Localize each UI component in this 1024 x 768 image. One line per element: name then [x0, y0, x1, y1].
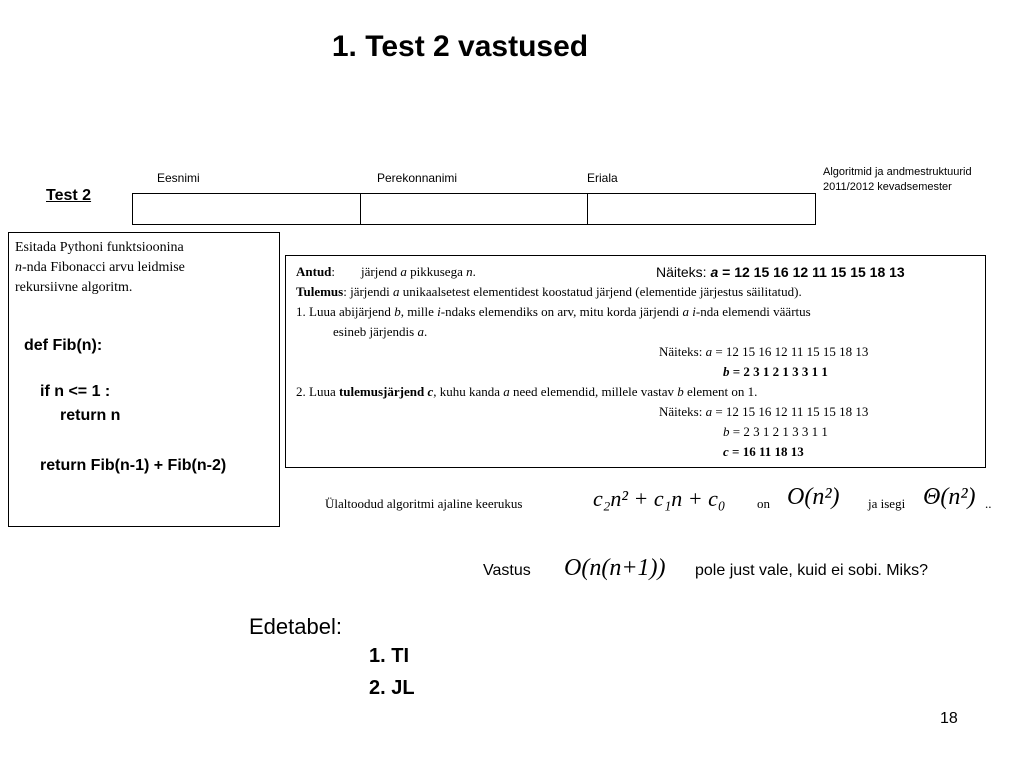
step1-text-2: , mille	[400, 304, 438, 319]
tulemus-label: Tulemus	[296, 284, 344, 299]
step2-var-a: a	[503, 384, 510, 399]
antud-text: järjend	[361, 264, 401, 279]
example1-a-values: = 12 15 16 12 11 15 15 18 13	[712, 344, 869, 359]
step2-text-2: , kuhu kanda	[433, 384, 504, 399]
course-name: Algoritmid ja andmestruktuurid	[823, 166, 972, 178]
major-cell[interactable]	[588, 194, 815, 224]
code-line-if: if n <= 1 :	[40, 383, 111, 400]
example1-label: Näiteks:	[659, 344, 706, 359]
example1-a	[659, 342, 868, 362]
naiteks-label: Näiteks:	[656, 264, 711, 280]
name-entry-row	[132, 193, 816, 225]
theta-expression: Θ(n²)	[923, 484, 976, 510]
task-description	[15, 238, 275, 298]
ja-isegi-text: ja isegi	[868, 496, 906, 511]
step2-text: 2. Luua	[296, 384, 339, 399]
leaderboard-title: Edetabel:	[249, 614, 342, 639]
antud-label: Antud	[296, 264, 332, 279]
step1-continuation	[333, 322, 427, 342]
example2-c	[723, 442, 804, 462]
last-name-cell[interactable]	[361, 194, 589, 224]
task-line-2-text: -nda Fibonacci arvu leidmise	[22, 260, 185, 275]
first-name-cell[interactable]	[133, 194, 361, 224]
leaderboard-entry-2: 2. JL	[369, 677, 415, 699]
tulemus-line	[296, 282, 802, 302]
antud-var-a: a	[400, 264, 407, 279]
task-line-1: Esitada Pythoni funktsioonina	[15, 240, 184, 255]
step1-var-b: b	[394, 304, 401, 319]
answer-comment: pole just vale, kuid ei sobi. Miks?	[695, 562, 928, 579]
step2-line	[296, 382, 757, 402]
antud-dot: .	[472, 264, 476, 279]
big-o-expression: O(n²)	[787, 484, 840, 510]
step1-var-i-2: i	[692, 304, 696, 319]
example2-a-values: = 12 15 16 12 11 15 15 18 13	[712, 404, 869, 419]
step2-bold-text: tulemusjärjend	[338, 384, 428, 399]
test-label: Test 2	[46, 187, 92, 204]
naiteks-values: = 12 15 16 12 11 15 15 18 13	[718, 264, 905, 280]
step2-var-c: c	[427, 384, 434, 399]
step1-line	[296, 302, 811, 322]
example1-var-b: b	[723, 364, 730, 379]
example2-b-values: = 2 3 1 2 1 3 3 1 1	[729, 424, 828, 439]
complexity-on: on	[757, 496, 770, 511]
task-line-3: rekursiivne algoritm.	[15, 280, 133, 295]
step1-cont-var-a: a	[417, 324, 424, 339]
step2-text-4: element on 1.	[683, 384, 758, 399]
task-box	[8, 232, 280, 527]
trailing-dots: ..	[985, 496, 992, 511]
antud-var-n: n	[466, 264, 473, 279]
naiteks-header	[656, 262, 905, 282]
step1-var-i: i	[437, 304, 441, 319]
step1-cont-dot: .	[423, 324, 428, 339]
answer-label: Vastus	[483, 562, 531, 579]
example2-label: Näiteks:	[659, 404, 706, 419]
example1-b-values: = 2 3 1 2 1 3 3 1 1	[729, 364, 828, 379]
tulemus-text: unikaalsetest elementidest koostatud järjend (elementide järjestus säilitatud).	[399, 284, 802, 299]
problem-box	[285, 255, 986, 468]
example2-var-a: a	[705, 404, 713, 419]
example2-var-b: b	[723, 424, 730, 439]
step1-cont-text: esineb järjendis	[333, 324, 418, 339]
course-semester: 2011/2012 kevadsemester	[823, 181, 952, 193]
step2-text-3: need elemendid, millele vastav	[509, 384, 678, 399]
antud-text-2: pikkusega	[406, 264, 467, 279]
antud-colon: :	[331, 264, 336, 279]
example1-b	[723, 362, 828, 382]
example2-c-values: = 16 11 18 13	[728, 444, 804, 459]
example1-var-a: a	[705, 344, 713, 359]
step1-text: 1. Luua abijärjend	[296, 304, 395, 319]
example2-b	[723, 422, 828, 442]
example2-var-c: c	[723, 444, 729, 459]
answer-expression: O(n(n+1))	[564, 555, 666, 581]
tulemus-colon: : järjendi	[343, 284, 394, 299]
course-info	[823, 165, 972, 195]
task-var-n: n	[15, 260, 22, 275]
slide-title: 1. Test 2 vastused	[331, 30, 589, 63]
antud-line	[296, 262, 476, 282]
complexity-text: Ülaltoodud algoritmi ajaline keerukus	[325, 496, 523, 511]
code-line-return-fib: return Fib(n-1) + Fib(n-2)	[40, 457, 227, 474]
code-line-def: def Fib(n):	[24, 337, 103, 354]
page-number: 18	[940, 710, 958, 727]
task-line-2	[15, 258, 275, 278]
tulemus-var-a: a	[393, 284, 400, 299]
major-label: Eriala	[587, 171, 618, 185]
step1-text-3: -ndaks elemendiks on arv, mitu korda järjendi	[440, 304, 683, 319]
naiteks-var-a: a	[710, 264, 719, 280]
leaderboard-entry-1: 1. TI	[369, 645, 410, 667]
step2-var-b: b	[677, 384, 684, 399]
first-name-label: Eesnimi	[157, 171, 200, 185]
step1-var-a: a	[682, 304, 690, 319]
code-line-return-n: return n	[60, 407, 121, 424]
last-name-label: Perekonnanimi	[377, 171, 458, 185]
step1-text-4: -nda elemendi väärtus	[695, 304, 811, 319]
example2-a	[659, 402, 868, 422]
complexity-polynomial: c₂n² + c₁n + c₀	[593, 486, 726, 511]
